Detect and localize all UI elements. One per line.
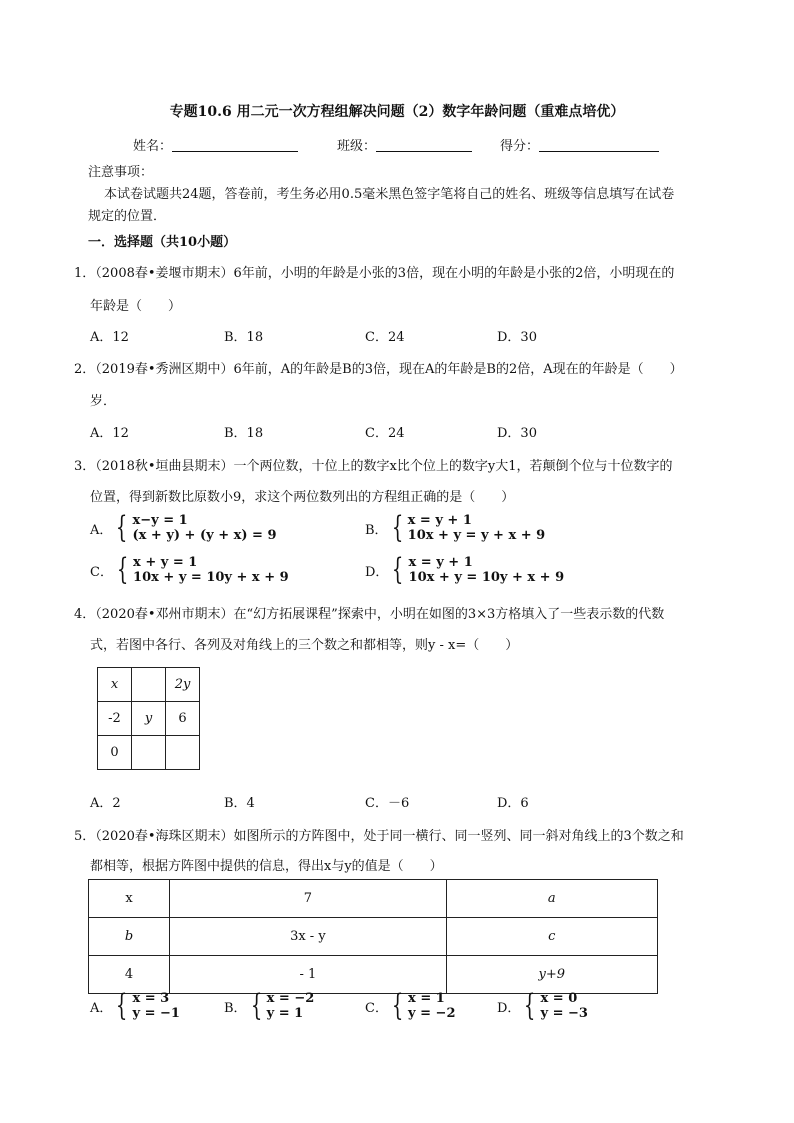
q5-option-a[interactable] [90, 988, 180, 1023]
score-blank[interactable] [539, 139, 659, 152]
name-blank[interactable] [172, 139, 298, 152]
score-field[interactable] [500, 135, 659, 154]
q5-option-d[interactable] [497, 988, 588, 1023]
q5-a-label: A． [90, 1000, 113, 1016]
grid-cell: -2 [98, 702, 132, 736]
q2-option-a[interactable]: A．12 [90, 426, 129, 441]
q3-c-label: C． [90, 564, 113, 580]
q3-option-d[interactable] [365, 552, 565, 587]
notice-line-2: 规定的位置． [88, 209, 167, 224]
q3-option-a[interactable] [90, 510, 277, 545]
q3-c-eq2: 10x + y = 10y + x + 9 [133, 570, 289, 585]
q5-c-label: C． [365, 1000, 388, 1016]
q3-b-label: B． [365, 522, 388, 538]
grid-cell: 0 [98, 736, 132, 770]
q5-a-eq1: x = 3 [132, 991, 170, 1006]
q3-a-eq1: x−y = 1 [132, 513, 188, 528]
table-cell: y+9 [446, 956, 657, 994]
name-field[interactable] [133, 135, 298, 154]
q3-d-eq1: x = y + 1 [408, 555, 473, 570]
table-cell: x [89, 880, 170, 918]
brace-icon: { [391, 988, 404, 1023]
q4-line-2: 式，若图中各行、各列及对角线上的三个数之和都相等，则y - x=（ ） [90, 638, 519, 653]
table-cell: 3x - y [170, 918, 446, 956]
q3-a-eq2: (x + y) + (y + x) = 9 [132, 528, 277, 543]
table-cell: - 1 [170, 956, 446, 994]
q1-option-b[interactable]: B．18 [224, 330, 264, 345]
grid-cell: y [132, 702, 166, 736]
q5-b-label: B． [224, 1000, 247, 1016]
q1-option-d[interactable]: D．30 [497, 330, 537, 345]
grid-cell: 6 [166, 702, 200, 736]
q5-line-2: 都相等，根据方阵图中提供的信息，得出x与y的值是（ ） [90, 859, 443, 874]
q2-option-b[interactable]: B．18 [224, 426, 264, 441]
q5-line-1: 5．（2020春•海珠区期末）如图所示的方阵图中，处于同一横行、同一竖列、同一斜对角线上的3个数之和 [74, 829, 684, 844]
q5-b-eq2: y = 1 [266, 1006, 304, 1021]
table-cell: a [446, 880, 657, 918]
table-cell: 7 [170, 880, 446, 918]
q5-a-eq2: y = −1 [132, 1006, 180, 1021]
q4-option-a[interactable]: A．2 [90, 796, 121, 811]
q3-d-eq2: 10x + y = 10y + x + 9 [408, 570, 565, 585]
section-heading: 一．选择题（共10小题） [88, 235, 237, 250]
table-row [89, 918, 658, 956]
brace-icon: { [116, 552, 129, 587]
q2-option-d[interactable]: D．30 [497, 426, 537, 441]
class-label: 班级： [337, 139, 377, 154]
brace-icon: { [116, 510, 128, 545]
q3-option-c[interactable] [90, 552, 289, 587]
q3-a-label: A． [90, 522, 113, 538]
q4-option-c[interactable]: C．－6 [365, 796, 410, 811]
q5-b-eq1: x = −2 [266, 991, 315, 1006]
q5-c-eq1: x = 1 [408, 991, 445, 1006]
q3-option-b[interactable] [365, 510, 546, 545]
brace-icon: { [391, 510, 403, 545]
q5-d-eq2: y = −3 [540, 1006, 588, 1021]
q1-option-c[interactable]: C．24 [365, 330, 405, 345]
grid-cell [132, 736, 166, 770]
table-row [89, 880, 658, 918]
grid-cell [132, 668, 166, 702]
q5-c-eq2: y = −2 [408, 1006, 456, 1021]
magic-square-3x3 [97, 667, 200, 770]
q3-b-eq1: x = y + 1 [407, 513, 472, 528]
table-row [98, 668, 200, 702]
notice-line-1: 本试卷试题共24题，答卷前，考生务必用0.5毫米黑色签字笔将自己的姓名、班级等信息填写在试卷 [104, 187, 675, 202]
brace-icon: { [250, 988, 262, 1023]
q3-line-2: 位置，得到新数比原数小9，求这个两位数列出的方程组正确的是（ ） [90, 490, 515, 505]
grid-cell [166, 736, 200, 770]
table-cell: b [89, 918, 170, 956]
q2-line-2: 岁． [90, 394, 117, 409]
q2-option-c[interactable]: C．24 [365, 426, 405, 441]
q5-d-label: D． [497, 1000, 521, 1016]
q1-line-2: 年龄是（ ） [90, 299, 182, 314]
q3-c-eq1: x + y = 1 [133, 555, 198, 570]
q5-d-eq1: x = 0 [540, 991, 578, 1006]
table-row [98, 702, 200, 736]
notice-heading: 注意事项： [88, 165, 154, 180]
q5-option-c[interactable] [365, 988, 456, 1023]
q3-line-1: 3．（2018秋•垣曲县期末）一个两位数，十位上的数字x比个位上的数字y大1，若颠倒个位与十位数字的 [74, 459, 673, 474]
table-row [98, 736, 200, 770]
q3-d-label: D． [365, 564, 389, 580]
table-cell: 4 [89, 956, 170, 994]
q1-line-1: 1．（2008春•姜堰市期末）6年前，小明的年龄是小张的3倍，现在小明的年龄是小张的2倍，小明现在的 [74, 266, 675, 281]
brace-icon: { [116, 988, 128, 1023]
name-label: 姓名： [133, 139, 173, 154]
grid-cell: 2y [166, 668, 200, 702]
table-cell: c [446, 918, 657, 956]
score-label: 得分： [500, 139, 540, 154]
q4-line-1: 4．（2020春•邓州市期末）在“幻方拓展课程”探索中，小明在如图的3×3方格填入了一些表示数的代数 [74, 607, 665, 622]
brace-icon: { [392, 552, 404, 587]
brace-icon: { [524, 988, 536, 1023]
class-field[interactable] [337, 135, 472, 154]
page-title: 专题10.6 用二元一次方程组解决问题（2）数字年龄问题（重难点培优） [169, 104, 625, 120]
q5-option-b[interactable] [224, 988, 315, 1023]
q4-option-b[interactable]: B．4 [224, 796, 255, 811]
number-matrix-table [88, 879, 658, 994]
grid-cell: x [98, 668, 132, 702]
q2-line-1: 2．（2019春•秀洲区期中）6年前，A的年龄是B的3倍，现在A的年龄是B的2倍，A现在的年龄是（ ） [74, 362, 683, 377]
class-blank[interactable] [376, 139, 472, 152]
table-row [89, 956, 658, 994]
q4-option-d[interactable]: D．6 [497, 796, 529, 811]
q1-option-a[interactable]: A．12 [90, 330, 129, 345]
q3-b-eq2: 10x + y = y + x + 9 [407, 528, 546, 543]
